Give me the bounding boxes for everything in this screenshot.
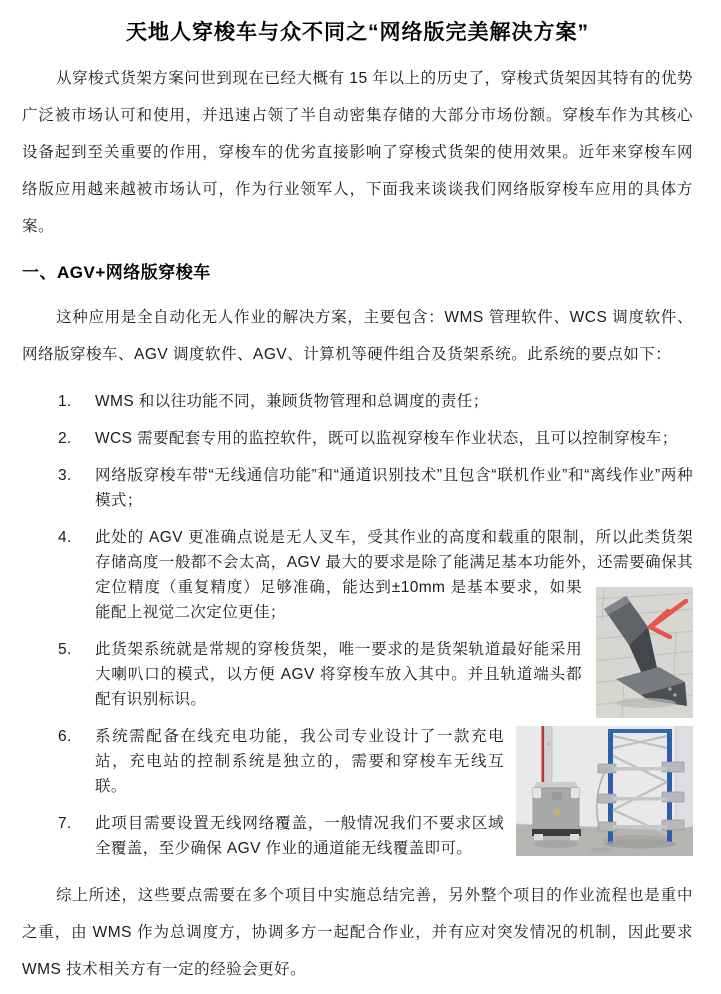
list-item-number: 6. bbox=[58, 728, 72, 745]
list-item-number: 2. bbox=[58, 430, 72, 447]
list-item bbox=[58, 724, 693, 799]
list-item-text: 此货架系统就是常规的穿梭货架，唯一要求的是货架轨道最好能采用大喇叭口的模式，以方便 AGV 将穿梭车放入其中。并且轨道端头都配有识别标识。 bbox=[95, 641, 582, 708]
list-item-number: 4. bbox=[58, 529, 72, 546]
list-item bbox=[58, 389, 693, 414]
list-item-text: 此处的 AGV 更准确点说是无人叉车，受其作业的高度和载重的限制，所以此类货架存储高度一般都不会太高，AGV 最大的要求是除了能满足基本功能外，还需要确保其定位精度（重复精度）足够准确，能达到±10mm 是基本要求，如果能配上视觉二次定位更佳； bbox=[95, 529, 693, 621]
section-heading: 一、AGV+网络版穿梭车 bbox=[22, 263, 211, 282]
section-lead-paragraph: 这种应用是全自动化无人作业的解决方案，主要包含：WMS 管理软件、WCS 调度软件、网络版穿梭车、AGV 调度软件、AGV、计算机等硬件组合及货架系统。此系统的要点如下： bbox=[22, 309, 693, 363]
conclusion-paragraph: 综上所述，这些要点需要在多个项目中实施总结完善，另外整个项目的作业流程也是重中之重，由 WMS 作为总调度方，协调多方一起配合作业，并有应对突发情况的机制，因此要求 WMS 技术相关方有一定的经验会更好。 bbox=[22, 887, 693, 978]
list-item bbox=[58, 811, 693, 861]
list-item-text: WMS 和以往功能不同，兼顾货物管理和总调度的责任； bbox=[95, 393, 489, 410]
page-title: 天地人穿梭车与众不同之“网络版完美解决方案” bbox=[126, 21, 589, 44]
list-item bbox=[58, 525, 693, 625]
list-item-number: 3. bbox=[58, 467, 72, 484]
numbered-list bbox=[58, 389, 693, 861]
list-item-text: 系统需配备在线充电功能，我公司专业设计了一款充电站，充电站的控制系统是独立的，需要和穿梭车无线互联。 bbox=[95, 728, 504, 795]
list-item-number: 5. bbox=[58, 641, 72, 658]
list-item-text: 网络版穿梭车带“无线通信功能”和“通道识别技术”且包含“联机作业”和“离线作业”两种模式； bbox=[95, 467, 693, 509]
list-item bbox=[58, 426, 693, 451]
intro-paragraph: 从穿梭式货架方案问世到现在已经大概有 15 年以上的历史了，穿梭式货架因其特有的优势广泛被市场认可和使用，并迅速占领了半自动密集存储的大部分市场份额。穿梭车作为其核心设备起到至关重要的作用，穿梭车的优劣直接影响了穿梭式货架的使用效果。近年来穿梭车网络版应用越来越被市场认可，作为行业领军人，下面我来谈谈我们网络版穿梭车应用的具体方案。 bbox=[22, 70, 693, 235]
list-item bbox=[58, 637, 693, 712]
list-item bbox=[58, 463, 693, 513]
list-item-number: 1. bbox=[58, 393, 72, 410]
list-item-text: 此项目需要设置无线网络覆盖，一般情况我们不要求区域全覆盖，至少确保 AGV 作业的通道能无线覆盖即可。 bbox=[95, 815, 504, 857]
list-item-text: WCS 需要配套专用的监控软件，既可以监视穿梭车作业状态，且可以控制穿梭车； bbox=[95, 430, 678, 447]
list-item-number: 7. bbox=[58, 815, 72, 832]
